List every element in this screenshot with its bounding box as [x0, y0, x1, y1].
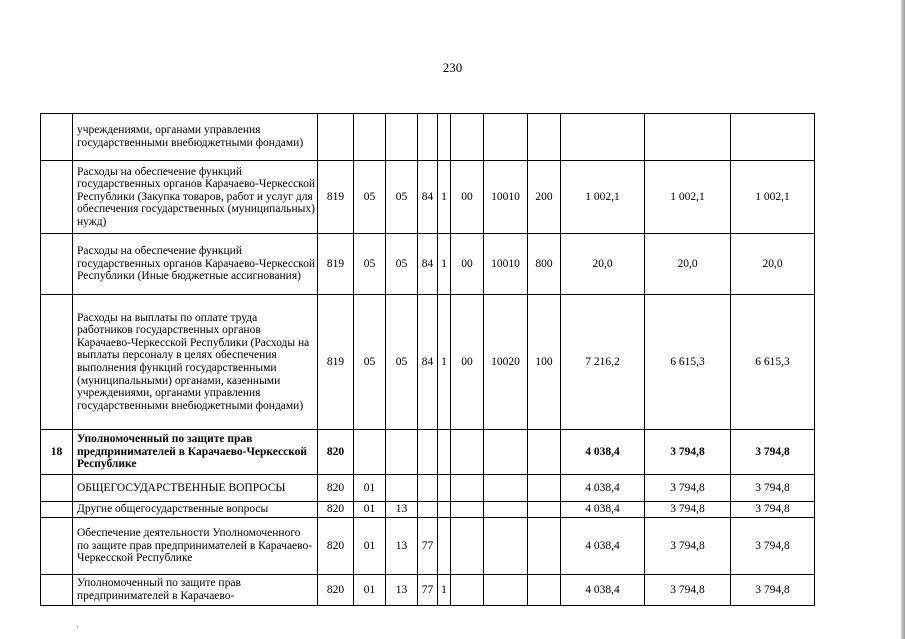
subprogram-code [438, 475, 451, 502]
row-number [41, 295, 73, 430]
direction-code [451, 502, 484, 518]
amount-year-2: 20,0 [645, 234, 731, 295]
subprogram-code [438, 518, 451, 575]
row-number [41, 502, 73, 518]
row-number: 18 [41, 430, 73, 475]
gr-code: 820 [318, 475, 354, 502]
direction-code: 00 [451, 161, 484, 234]
section-code [354, 114, 386, 161]
expense-name: учреждениями, органами управления государственными внебюджетными фондами) [73, 114, 318, 161]
direction-code: 00 [451, 295, 484, 430]
expense-code [484, 475, 528, 502]
expense-code [484, 518, 528, 575]
amount-year-1: 4 038,4 [561, 475, 645, 502]
program-code [418, 114, 438, 161]
amount-year-2: 3 794,8 [645, 518, 731, 575]
amount-year-1: 4 038,4 [561, 502, 645, 518]
expense-code [484, 502, 528, 518]
program-code [418, 430, 438, 475]
amount-year-1: 4 038,4 [561, 518, 645, 575]
table-row [41, 475, 815, 502]
amount-year-3: 1 002,1 [731, 161, 815, 234]
program-code [418, 475, 438, 502]
expense-code: 10010 [484, 234, 528, 295]
expense-type-code: 200 [528, 161, 561, 234]
subprogram-code: 1 [438, 234, 451, 295]
program-code: 84 [418, 161, 438, 234]
amount-year-3 [731, 114, 815, 161]
subsection-code: 05 [386, 295, 418, 430]
table-row [41, 234, 815, 295]
expense-code: 10010 [484, 161, 528, 234]
expense-type-code: 800 [528, 234, 561, 295]
expense-name: Другие общегосударственные вопросы [73, 502, 318, 518]
program-code [418, 502, 438, 518]
amount-year-3: 6 615,3 [731, 295, 815, 430]
expense-name: Уполномоченный по защите прав предпринимателей в Карачаево-Черкесской Республике [73, 430, 318, 475]
table-row [41, 161, 815, 234]
amount-year-2: 3 794,8 [645, 575, 731, 606]
expense-type-code [528, 518, 561, 575]
amount-year-1 [561, 114, 645, 161]
budget-table [40, 113, 815, 606]
program-code: 84 [418, 295, 438, 430]
expense-code [484, 114, 528, 161]
row-number [41, 161, 73, 234]
amount-year-3: 3 794,8 [731, 475, 815, 502]
row-number [41, 575, 73, 606]
amount-year-1: 4 038,4 [561, 430, 645, 475]
subsection-code: 13 [386, 518, 418, 575]
amount-year-2: 3 794,8 [645, 430, 731, 475]
gr-code: 819 [318, 234, 354, 295]
section-code: 05 [354, 161, 386, 234]
row-number [41, 518, 73, 575]
expense-name: Уполномоченный по защите прав предпринимателей в Карачаево- [73, 575, 318, 606]
expense-code [484, 575, 528, 606]
table-row [41, 575, 815, 606]
amount-year-3: 3 794,8 [731, 518, 815, 575]
expense-name: Обеспечение деятельности Уполномоченного по защите прав предпринимателей в Карачаево-Черкесской Республике [73, 518, 318, 575]
amount-year-1: 4 038,4 [561, 575, 645, 606]
program-code: 84 [418, 234, 438, 295]
table-row [41, 430, 815, 475]
amount-year-1: 1 002,1 [561, 161, 645, 234]
expense-type-code [528, 575, 561, 606]
gr-code: 819 [318, 295, 354, 430]
row-number [41, 234, 73, 295]
direction-code [451, 430, 484, 475]
row-number [41, 114, 73, 161]
amount-year-2: 1 002,1 [645, 161, 731, 234]
expense-name: Расходы на выплаты по оплате труда работников государственных органов Карачаево-Черкесской Республики (Расходы на выплаты персоналу в целях обеспечения выполнения функций государственными (муниципальными) органами, казенными учреждениями, органами управления государственными внебюджетными фондами) [73, 295, 318, 430]
amount-year-2: 6 615,3 [645, 295, 731, 430]
section-code: 05 [354, 295, 386, 430]
expense-type-code: 100 [528, 295, 561, 430]
page-number: 230 [442, 60, 463, 75]
row-number [41, 475, 73, 502]
amount-year-3: 3 794,8 [731, 502, 815, 518]
amount-year-1: 7 216,2 [561, 295, 645, 430]
amount-year-3: 20,0 [731, 234, 815, 295]
table-row [41, 114, 815, 161]
subsection-code: 05 [386, 234, 418, 295]
direction-code [451, 114, 484, 161]
expense-name: Расходы на обеспечение функций государственных органов Карачаево-Черкесской Республики (Закупка товаров, работ и услуг для обеспечения государственных (муниципальных) нужд) [73, 161, 318, 234]
gr-code: 819 [318, 161, 354, 234]
section-code: 01 [354, 575, 386, 606]
scan-edge [901, 0, 905, 639]
gr-code: 820 [318, 518, 354, 575]
table-body [41, 114, 815, 606]
program-code: 77 [418, 518, 438, 575]
direction-code: 00 [451, 234, 484, 295]
amount-year-3: 3 794,8 [731, 575, 815, 606]
gr-code: 820 [318, 575, 354, 606]
amount-year-2 [645, 114, 731, 161]
direction-code [451, 518, 484, 575]
scan-mark: · [76, 622, 79, 632]
expense-name: ОБЩЕГОСУДАРСТВЕННЫЕ ВОПРОСЫ [73, 475, 318, 502]
section-code: 01 [354, 475, 386, 502]
gr-code: 820 [318, 430, 354, 475]
amount-year-1: 20,0 [561, 234, 645, 295]
subsection-code [386, 430, 418, 475]
subprogram-code: 1 [438, 295, 451, 430]
direction-code [451, 575, 484, 606]
gr-code [318, 114, 354, 161]
amount-year-3: 3 794,8 [731, 430, 815, 475]
section-code: 05 [354, 234, 386, 295]
subsection-code [386, 475, 418, 502]
subsection-code: 13 [386, 575, 418, 606]
subsection-code: 13 [386, 502, 418, 518]
section-code: 01 [354, 502, 386, 518]
program-code: 77 [418, 575, 438, 606]
table-row [41, 502, 815, 518]
direction-code [451, 475, 484, 502]
subsection-code: 05 [386, 161, 418, 234]
subprogram-code: 1 [438, 161, 451, 234]
expense-type-code [528, 114, 561, 161]
expense-type-code [528, 502, 561, 518]
expense-code: 10020 [484, 295, 528, 430]
gr-code: 820 [318, 502, 354, 518]
expense-type-code [528, 475, 561, 502]
subprogram-code [438, 502, 451, 518]
amount-year-2: 3 794,8 [645, 502, 731, 518]
amount-year-2: 3 794,8 [645, 475, 731, 502]
expense-type-code [528, 430, 561, 475]
section-code [354, 430, 386, 475]
subprogram-code [438, 114, 451, 161]
table-row [41, 295, 815, 430]
subsection-code [386, 114, 418, 161]
subprogram-code: 1 [438, 575, 451, 606]
section-code: 01 [354, 518, 386, 575]
expense-name: Расходы на обеспечение функций государственных органов Карачаево-Черкесской Республики (Иные бюджетные ассигнования) [73, 234, 318, 295]
expense-code [484, 430, 528, 475]
subprogram-code [438, 430, 451, 475]
table-row [41, 518, 815, 575]
